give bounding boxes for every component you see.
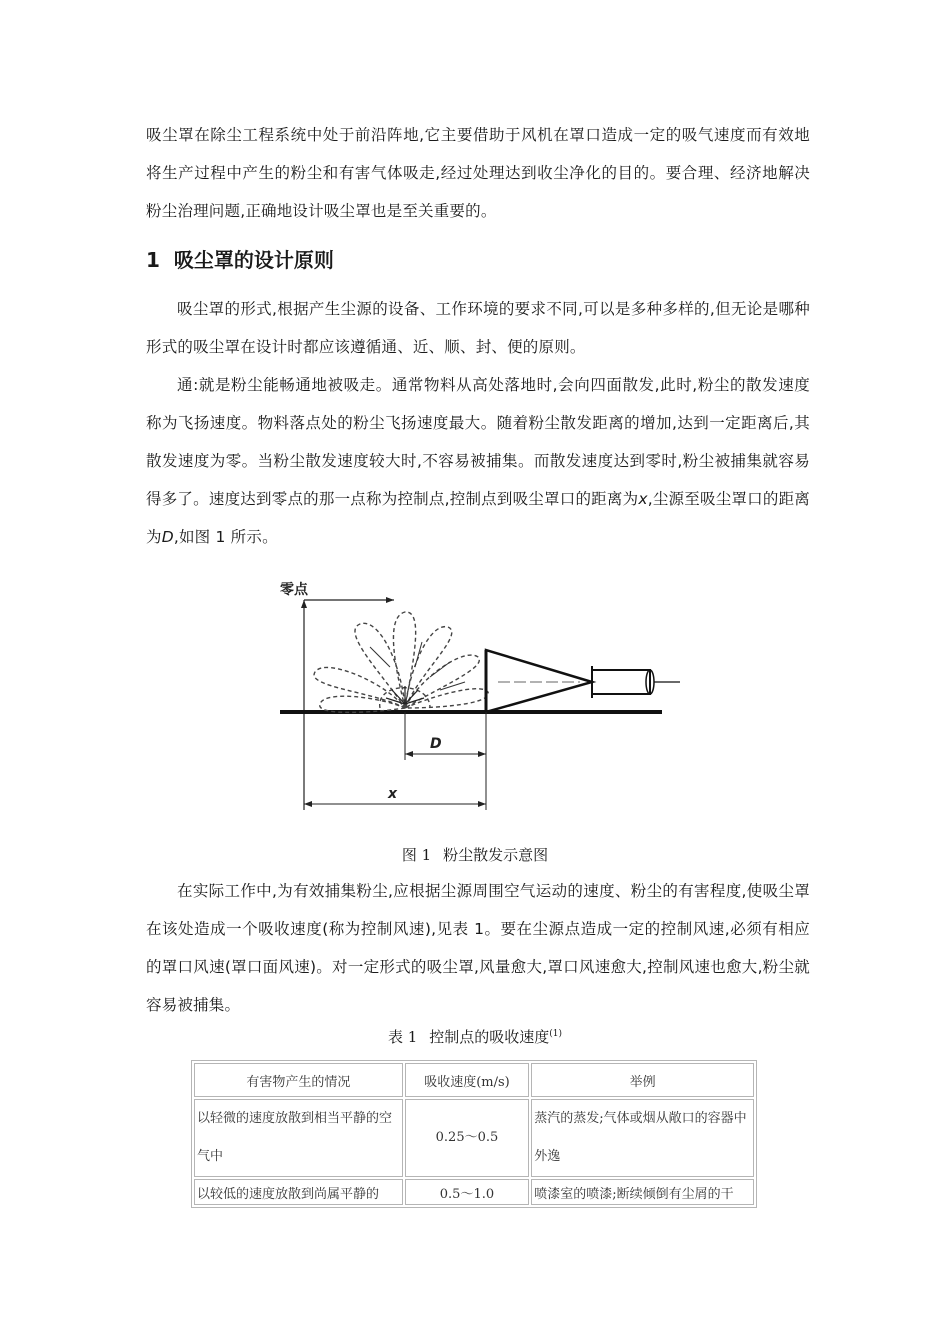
figure-caption-number: 图 1 (401, 846, 432, 864)
zero-point-label: 零点 (280, 582, 308, 598)
principle-paragraph: 吸尘罩的形式,根据产生尘源的设备、工作环境的要求不同,可以是多种多样的,但无论是哪种形式的吸尘罩在设计时都应该遵循通、近、顺、封、便的原则。 (146, 300, 810, 356)
figure-caption (0, 844, 950, 865)
table-cell: 蒸汽的蒸发;气体或烟从敞口的容器中外逸 (531, 1099, 754, 1177)
table-caption-text: 控制点的吸收速度 (429, 1028, 550, 1046)
table-cell: 0.25～0.5 (405, 1099, 529, 1177)
dust-dispersion-figure (280, 572, 680, 822)
x-arrow-left-icon (304, 801, 312, 807)
control-speed-paragraph: 在实际工作中,为有效捕集粉尘,应根据尘源周围空气运动的速度、粉尘的有害程度,使吸尘罩在该处造成一个吸收速度(称为控制风速),见表 1。要在尘源点造成一定的控制风速,必须有相应的罩口风速(罩口面风速)。对一定形式的吸尘罩,风量愈大,罩口风速愈大,控制风速也愈大,粉尘就容易被捕集。 (146, 882, 810, 1014)
table-row (194, 1179, 754, 1205)
section-heading (146, 240, 334, 280)
x-arrow-right-icon (478, 801, 486, 807)
tong-text-a: 通:就是粉尘能畅通地被吸走。通常物料从高处落地时,会向四面散发,此时,粉尘的散发速度称为飞扬速度。物料落点处的粉尘飞扬速度最大。随着粉尘散发距离的增加,达到一定距离后,其散发速度为零。当粉尘散发速度较大时,不容易被捕集。而散发速度达到零时,粉尘被捕集就容易得多了。速度达到零点的那一点称为控制点,控制点到吸尘罩口的距离为 (146, 376, 810, 508)
table-header-cell: 吸收速度(m/s) (405, 1063, 529, 1097)
d-arrow-right-icon (478, 751, 486, 757)
table-cell: 以轻微的速度放散到相当平静的空气中 (194, 1099, 403, 1177)
tong-text-c: ,如图 1 所示。 (173, 528, 278, 546)
tong-text-b: ,尘源至吸尘罩口的距离为 (146, 490, 810, 546)
zero-up-arrow-icon (301, 600, 307, 608)
var-x: x (638, 490, 648, 508)
table-caption-ref: (1) (549, 1029, 563, 1039)
intro-paragraph: 吸尘罩在除尘工程系统中处于前沿阵地,它主要借助于风机在罩口造成一定的吸气速度而有效地将生产过程中产生的粉尘和有害气体吸走,经过处理达到收尘净化的目的。要合理、经济地解决粉尘治理问题,正确地设计吸尘罩也是至关重要的。 (146, 126, 810, 220)
dust-plumes (314, 612, 488, 712)
zero-arrow-icon (386, 597, 394, 603)
table-header-row (194, 1063, 754, 1097)
section-title: 吸尘罩的设计原则 (173, 248, 334, 272)
table-row (194, 1099, 754, 1177)
section-number: 1 (146, 248, 160, 272)
var-d: D (161, 528, 174, 546)
tong-paragraph (146, 366, 810, 556)
table-caption-number: 表 1 (387, 1028, 418, 1046)
exhaust-duct (592, 670, 650, 694)
table-header-cell: 举例 (531, 1063, 754, 1097)
table-cell: 喷漆室的喷漆;断续倾倒有尘屑的干 (531, 1179, 754, 1205)
x-dimension-label: x (388, 786, 398, 802)
hood-cone (486, 650, 592, 712)
table-header-cell: 有害物产生的情况 (194, 1063, 403, 1097)
control-speed-table (191, 1060, 757, 1208)
table-cell: 0.5～1.0 (405, 1179, 529, 1205)
table-caption (0, 1026, 950, 1047)
d-arrow-left-icon (405, 751, 413, 757)
d-dimension-label: D (430, 736, 442, 752)
figure-caption-text: 粉尘散发示意图 (443, 846, 549, 864)
table-cell: 以较低的速度放散到尚属平静的 (194, 1179, 403, 1205)
